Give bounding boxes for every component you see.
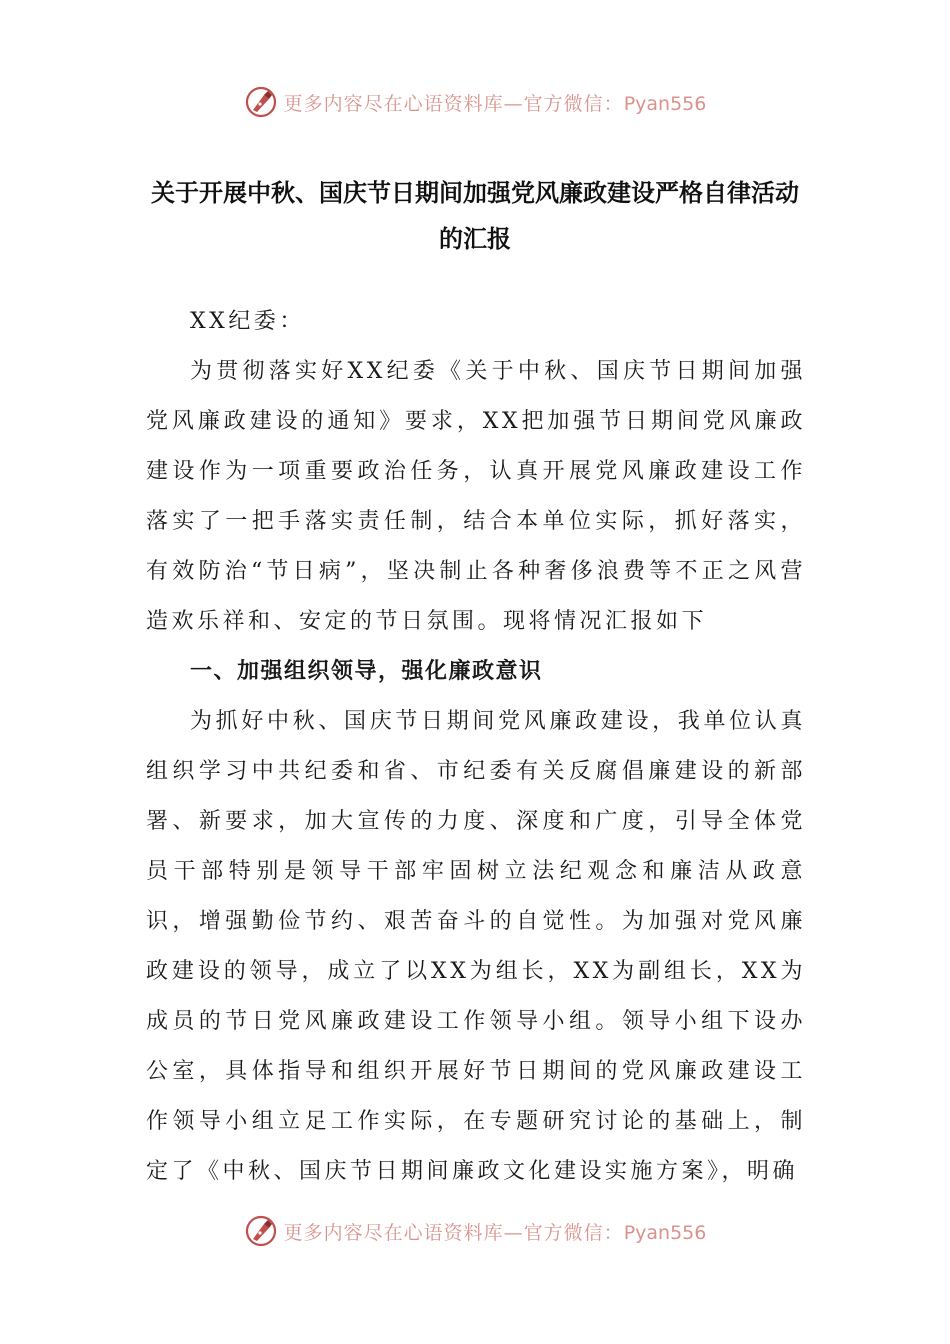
watermark-banner-top [0, 80, 950, 124]
pen-nib-logo-icon [244, 1214, 278, 1248]
watermark-text: 更多内容尽在心语资料库—官方微信：Pyan556 [283, 92, 707, 115]
section-heading-1: 一、加强组织领导，强化廉政意识 [190, 659, 543, 684]
paragraph-section-1: 为抓好中秋、国庆节日期间党风廉政建设，我单位认真组织学习中共纪委和省、市纪委有关反腐倡廉建设的新部署、新要求，加大宣传的力度、深度和广度，引导全体党员干部特别是领导干部牢固树立法纪观念和廉洁从政意识，增强勤俭节约、艰苦奋斗的自觉性。为加强对党风廉政建设的领导，成立了以XX为组长，XX为副组长，XX为成员的节日党风廉政建设工作领导小组。领导小组下设办公室，具体指导和组织开展好节日期间的党风廉政建设工作领导小组立足工作实际，在专题研究讨论的基础上，制定了《中秋、国庆节日期间廉政文化建设实施方案》，明确 [146, 709, 806, 1184]
document-title: 关于开展中秋、国庆节日期间加强党风廉政建设严格自律活动的汇报 [151, 179, 799, 253]
paragraph-intro: 为贯彻落实好XX纪委《关于中秋、国庆节日期间加强党风廉政建设的通知》要求，XX把加强节日期间党风廉政建设作为一项重要政治任务，认真开展党风廉政建设工作落实了一把手落实责任制，结合本单位实际，抓好落实，有效防治“节日病”，坚决制止各种奢侈浪费等不正之风营造欢乐祥和、安定的节日氛围。现将情况汇报如下 [146, 359, 806, 634]
wechat-id: Pyan556 [623, 1221, 707, 1244]
document-body [146, 297, 806, 1197]
salutation: XX纪委： [190, 309, 305, 334]
watermark-banner-bottom [0, 1209, 950, 1253]
watermark-text: 更多内容尽在心语资料库—官方微信：Pyan556 [283, 1221, 707, 1244]
pen-nib-logo-icon [244, 85, 278, 119]
wechat-id: Pyan556 [623, 92, 707, 115]
